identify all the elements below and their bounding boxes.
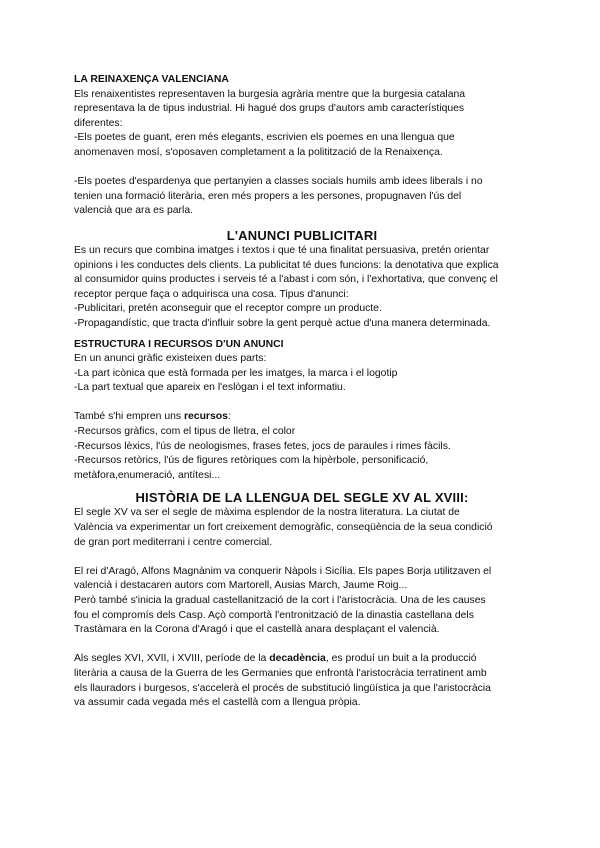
text-line: tenien una formació literària, eren més propers a les persones, propugnaven l'ús del: [74, 190, 462, 202]
text-line: -Els poetes d'espardenya que pertanyien a classes socials humils amb idees liberals i no: [74, 176, 483, 188]
text-line: -Els poetes de guant, eren més elegants, escrivien els poemes en una llengua que: [74, 132, 455, 144]
text-line: representava la de tipus industrial. Hi hagué dos grups d'autors amb característiques: [74, 103, 465, 115]
decadencia-first-line: [74, 652, 530, 667]
paragraph-alfons: [74, 565, 530, 638]
text-line: València va experimentar un fort creixement demogràfic, conseqüència de la seua condició: [74, 522, 493, 534]
text-line: fou el compromís dels Casp. Açò comportà l'entronització de la dinastia castellana dels: [74, 609, 474, 621]
text-run: :: [227, 411, 231, 423]
text-line: Però també s'inicia la gradual castellanització de la cort i l'aristocràcia. Una de les causes: [74, 595, 486, 606]
text-line: metàfora,enumeració, antítesi...: [74, 469, 221, 481]
text-line: valencià que ara es parla.: [74, 205, 193, 217]
text-line: -Recursos lèxics, l'ús de neologismes, frases fetes, jocs de paraules i rimes fàcils.: [74, 440, 451, 452]
text-run: , es produí un buit a la producció: [325, 653, 477, 665]
paragraph-anunci: [74, 244, 530, 332]
text-line: al consumidor quins productes i serveis té a l'abast i com són, i l'exhortativa, que convenç el: [74, 274, 498, 286]
document-content: [74, 73, 530, 711]
text-line: diferentes:: [74, 117, 123, 129]
section-title-historia: HISTÒRIA DE LA LLENGUA DEL SEGLE XV AL XVIII:: [135, 490, 469, 506]
paragraph-parts: [74, 352, 530, 396]
paragraph-guant: [74, 131, 530, 160]
text-line: literària a causa de la Guerra de les Germanies que enfrontà l'aristocràcia terratinent amb: [74, 667, 487, 679]
text-line: -La part textual que apareix en l'eslògan i el text informatiu.: [74, 382, 346, 394]
text-line: opinions i les conductes dels clients. La publicitat té dues funcions: la denotativa que explica: [74, 259, 499, 271]
paragraph-segle-xv: [74, 506, 530, 550]
text-line: -Publicitari, pretén aconseguir que el receptor compre un producte.: [74, 303, 382, 315]
text-line: anomenaven mosí, s'oposaven completament a la politització de la Renaixença.: [74, 146, 443, 158]
text-line: va assumir cada vegada més el castellà com a llengua pròpia.: [74, 697, 361, 709]
spacer: [74, 638, 530, 653]
paragraph-intro: [74, 88, 530, 132]
text-run: També s'hi empren uns: [74, 411, 184, 423]
text-line: El segle XV va ser el segle de màxima esplendor de la nostra literatura. La ciutat de: [74, 507, 460, 519]
paragraph-decadencia: [74, 652, 530, 710]
spacer: [74, 161, 530, 176]
text-line: -Recursos retòrics, l'ús de figures retòriques com la hipèrbole, personificació,: [74, 455, 429, 467]
text-line: Els renaixentistes representaven la burgesia agrària mentre que la burgesia catalana: [74, 88, 466, 100]
text-line: En un anunci gràfic existeixen dues parts:: [74, 353, 267, 365]
subsection-title-estructura: ESTRUCTURA I RECURSOS D'UN ANUNCI: [74, 338, 284, 350]
text-line: -Recursos gràfics, com el tipus de lletra, el color: [74, 426, 296, 438]
text-line: valencià i destacaren autors com Martorell, Ausias March, Jaume Roig...: [74, 580, 408, 592]
text-line: receptor perque faça o adquirisca una cosa. Tipus d'anunci:: [74, 288, 349, 300]
recursos-intro-line: [74, 410, 530, 425]
paragraph-espardenya: [74, 175, 530, 219]
section-title-reinaxenca: LA REINAXENÇA VALENCIANA: [74, 74, 229, 85]
spacer: [74, 550, 530, 565]
text-run: Als segles XVI, XVII, i XVIII, període de la: [74, 653, 270, 665]
text-line: El rei d'Aragó, Alfons Magnànim va conquerir Nàpols i Sicília. Els papes Borja utilitzaven el: [74, 565, 492, 577]
spacer: [74, 396, 530, 411]
text-line: -Propagandístic, que tracta d'influir sobre la gent perquè actue d'una manera determinada.: [74, 317, 491, 329]
text-line: Es un recurs que combina imatges i textos i que té una finalitat persuasiva, pretén orientar: [74, 244, 490, 256]
spacer: [74, 219, 530, 225]
text-line: els llauradors i burgesos, s'accelerà el procés de substitució lingüística ja que l'aristocràcia: [74, 682, 491, 694]
text-line: de gran port mediterrani i centre comercial.: [74, 536, 273, 548]
text-line: Trastàmara en la Corona d'Aragó i que el castellà anara desplaçant el valencià.: [74, 624, 440, 636]
paragraph-recursos: [74, 410, 530, 483]
bold-term-decadencia: decadència: [269, 653, 326, 665]
bold-term-recursos: recursos: [183, 411, 228, 423]
section-title-anunci: L'ANUNCI PUBLICITARI: [226, 227, 378, 243]
text-line: -La part icònica que està formada per les imatges, la marca i el logotip: [74, 367, 398, 379]
